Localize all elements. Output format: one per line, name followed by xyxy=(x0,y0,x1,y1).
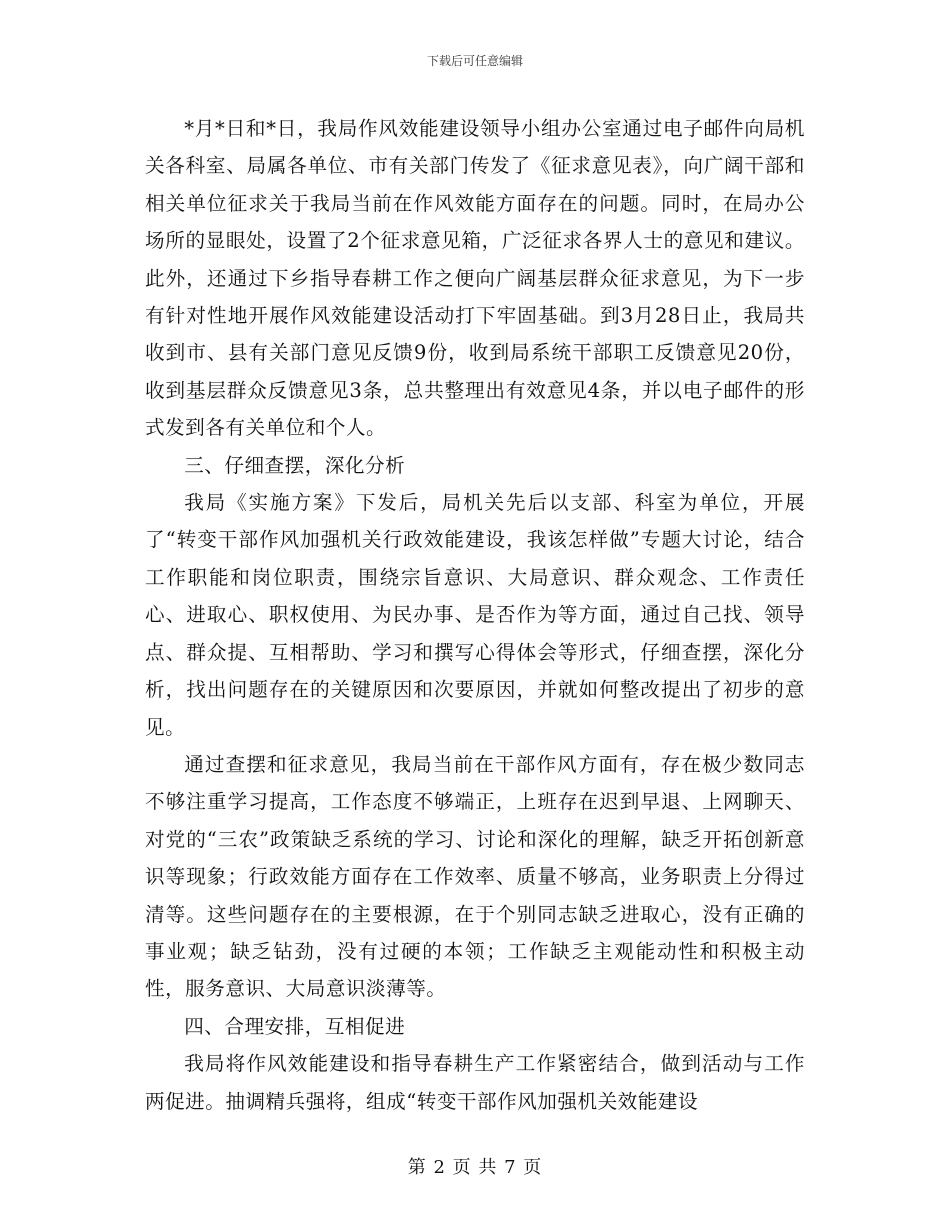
document-body xyxy=(145,110,805,1120)
paragraph-analysis: 我局《实施方案》下发后，局机关先后以支部、科室为单位，开展了“转变干部作风加强机关行政效能建设，我该怎样做”专题大讨论，结合工作职能和岗位职责，围绕宗旨意识、大局意识、群众观念、工作责任心、进取心、职权使用、为民办事、是否作为等方面，通过自己找、领导点、群众提、互相帮助、学习和撰写心得体会等形式，仔细查摆，深化分析，找出问题存在的关键原因和次要原因，并就如何整改提出了初步的意见。 xyxy=(145,491,805,739)
paragraph-arrangement: 我局将作风效能建设和指导春耕生产工作紧密结合，做到活动与工作两促进。抽调精兵强将，组成“转变干部作风加强机关效能建设 xyxy=(145,1052,805,1113)
paragraph-opinion-collection: *月*日和*日，我局作风效能建设领导小组办公室通过电子邮件向局机关各科室、局属各单位、市有关部门传发了《征求意见表》，向广阔干部和相关单位征求关于我局当前在作风效能方面存在的问题。同时，在局办公场所的显眼处，设置了2个征求意见箱，广泛征求各界人士的意见和建议。此外，还通过下乡指导春耕工作之便向广阔基层群众征求意见，为下一步有针对性地开展作风效能建设活动打下牢固基础。到3月28日止，我局共收到市、县有关部门意见反馈9份，收到局系统干部职工反馈意见20份，收到基层群众反馈意见3条，总共整理出有效意见4条，并以电子邮件的形式发到各有关单位和个人。 xyxy=(145,117,805,440)
section-heading-3: 三、仔细查摆，深化分析 xyxy=(184,453,406,477)
section-heading-4: 四、合理安排，互相促进 xyxy=(184,1014,406,1038)
paragraph-problems: 通过查摆和征求意见，我局当前在干部作风方面有，存在极少数同志不够注重学习提高，工作态度不够端正，上班存在迟到早退、上网聊天、对党的“三农”政策缺乏系统的学习、讨论和深化的理解，缺乏开拓创新意识等现象；行政效能方面存在工作效率、质量不够高，业务职责上分得过清等。这些问题存在的主要根源，在于个别同志缺乏进取心，没有正确的事业观；缺乏钻劲，没有过硬的本领；工作缺乏主观能动性和积极主动性，服务意识、大局意识淡薄等。 xyxy=(145,752,805,1001)
page-number-footer: 第 2 页 共 7 页 xyxy=(407,1157,543,1178)
header-note: 下载后可任意编辑 xyxy=(426,54,523,68)
